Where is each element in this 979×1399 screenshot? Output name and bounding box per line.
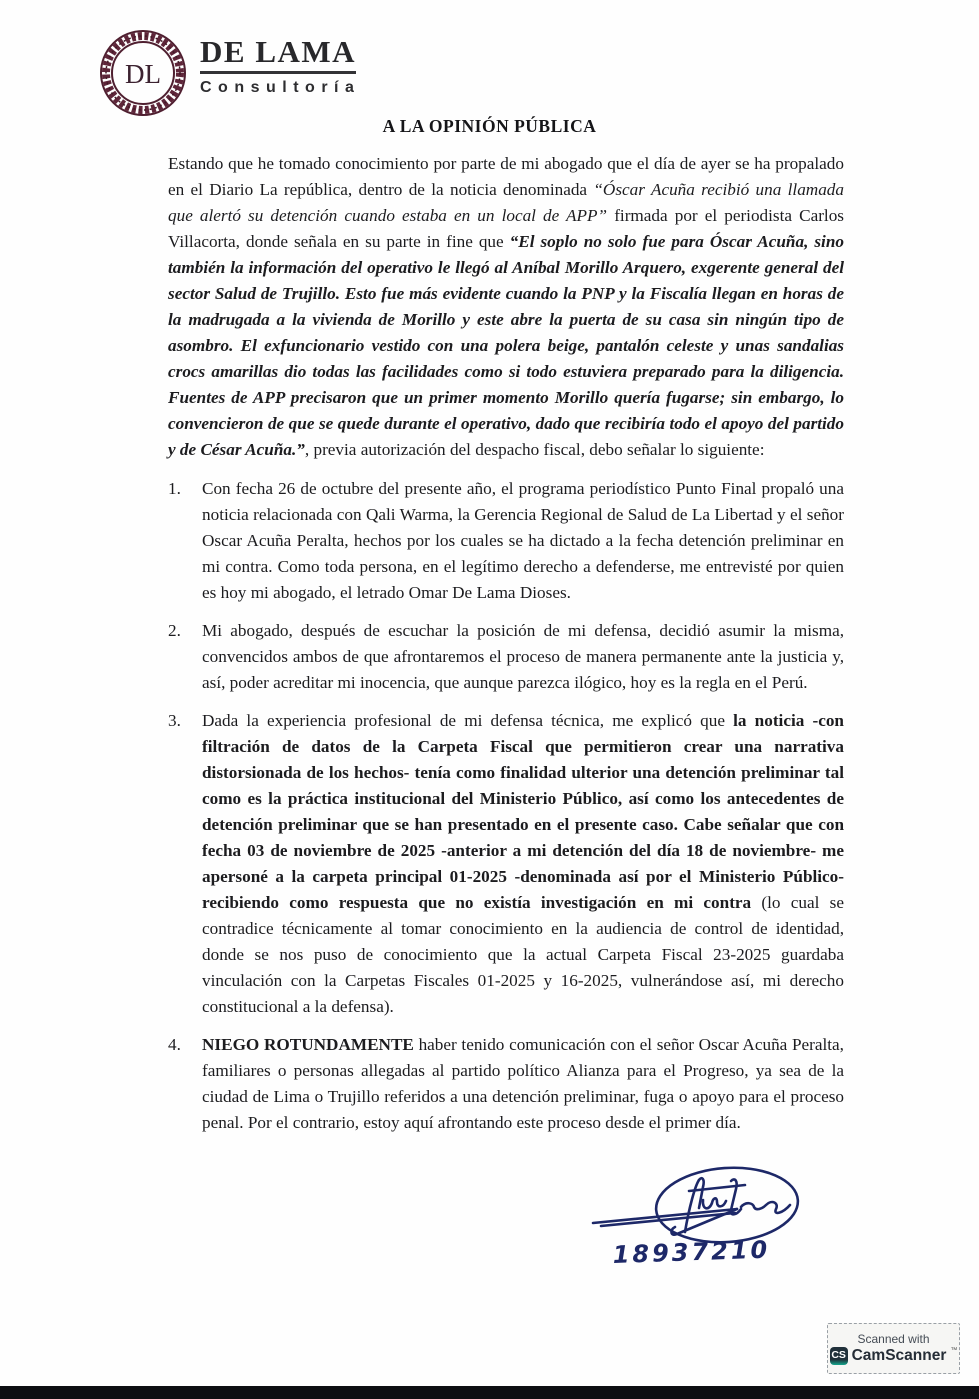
- text-segment: NIEGO ROTUNDAMENTE: [202, 1035, 414, 1054]
- trademark-mark: ™: [950, 1347, 958, 1354]
- text-segment: (lo cual se contradice técnicamente al tomar conocimiento en la audiencia de control de identidad, donde se nos puso de conocimiento que la actual Carpeta Fiscal 23-2025 guardaba vinculación con la Carpetas Fiscales 01-2025 y 16-2025, vulnerándose así, mi derecho constitucional a la defensa).: [202, 893, 844, 1016]
- text-segment: la noticia -con filtración de datos de la Carpeta Fiscal que permitieron crear una narrativa distorsionada de los hechos- tenía como finalidad ulterior una detención preliminar tal como es la práctica institucional del Ministerio Público, así como los antecedentes de detención preliminar que se han presentado en el presente caso. Cabe señalar que con fecha 03 de noviembre de 2025 -anterior a mi detención del día 18 de noviembre- me apersoné a la carpeta principal 01-2025 -denominada así por el Ministerio Público- recibiendo como respuesta que no existía investigación en mi contra: [202, 711, 844, 912]
- document-title: A LA OPINIÓN PÚBLICA: [382, 116, 597, 136]
- letterhead: [98, 28, 360, 118]
- logo-text: [200, 36, 360, 97]
- text-segment: , previa autorización del despacho fiscal, debo señalar lo siguiente:: [304, 440, 765, 459]
- logo-subtitle: Consultoría: [200, 78, 361, 96]
- camscanner-badge: [827, 1323, 960, 1374]
- item-text: [202, 618, 844, 696]
- bottom-black-bar: [0, 1386, 979, 1399]
- statement-item-4: [168, 1032, 844, 1136]
- camscanner-brand-name: CamScanner: [851, 1346, 947, 1364]
- signature-number: 18937210: [612, 1235, 771, 1269]
- item-number: 4.: [168, 1035, 181, 1054]
- logo-monogram: DL: [125, 59, 161, 89]
- statement-item-2: [168, 618, 844, 696]
- text-segment: Con fecha 26 de octubre del presente año, el programa periodístico Punto Final propaló una noticia relacionada con Qali Warma, la Gerencia Regional de Salud de La Libertad y el señor Oscar Acuña Peralta, hechos por los cuales se ha dictado a la fecha detención preliminar en mi contra. Como toda persona, en el legítimo derecho a defenderse, me entrevisté por quien es hoy mi abogado, el letrado Omar De Lama Dioses.: [202, 479, 844, 602]
- item-text: [202, 1032, 844, 1136]
- logo-company-name: DE LAMA: [200, 36, 356, 74]
- signature-strokes: [593, 1163, 800, 1247]
- text-segment: “Óscar Acuña recibió una llamada que alertó su detención cuando estaba en un local de APP”: [168, 180, 844, 225]
- item-number: 3.: [168, 711, 181, 730]
- scanned-with-label: Scanned with: [857, 1331, 930, 1346]
- statement-list: [168, 476, 844, 1136]
- item-text: [202, 476, 844, 606]
- text-segment: “El soplo no solo fue para Óscar Acuña, sino también la información del operativo le llegó al Aníbal Morillo Arquero, exgerente general del sector Salud de Trujillo. Esto fue más evidente cuando la PNP y la Fiscalía llegan en horas de la madrugada a la vivienda de Morillo y este abre la puerta de su casa sin ningún tipo de asombro. El exfuncionario vestido con una polera beige, pantalón celeste y unas sandalias crocs amarillas dio todas las facilidades como si todo estuviera preparado para la diligencia. Fuentes de APP precisaron que un primer momento Morillo quería fugarse; sin embargo, lo convencieron de que se quede durante el operativo, dado que recibiría todo el apoyo del partido y de César Acuña.”: [168, 232, 844, 459]
- text-segment: Dada la experiencia profesional de mi defensa técnica, me explicó que: [202, 711, 734, 730]
- text-segment: Mi abogado, después de escuchar la posición de mi defensa, decidió asumir la misma, convencidos ambos de que afrontaremos el proceso de manera permanente ante la justicia y, así, poder acreditar mi inocencia, que aunque parezca ilógico, hoy es la regla en el Perú.: [202, 621, 844, 692]
- item-number: 2.: [168, 621, 181, 640]
- item-text: [202, 708, 844, 1020]
- handwritten-signature: [585, 1160, 820, 1280]
- intro-paragraph: [168, 151, 844, 463]
- text-segment: Estando que he tomado conocimiento por parte de mi abogado que el día de ayer se ha propalado en el Diario La república, dentro de la noticia denominada: [168, 154, 844, 199]
- text-segment: haber tenido comunicación con el señor Oscar Acuña Peralta, familiares o personas allegadas al partido político Alianza para el Progreso, ya sea de la ciudad de Lima o Trujillo referidos a una detención preliminar, fuga o apoyo para el proceso penal. Por el contrario, estoy aquí afrontando este proceso desde el primer día.: [202, 1035, 844, 1132]
- camscanner-brand-row: [830, 1347, 958, 1365]
- de-lama-logo-icon: [98, 28, 188, 118]
- item-number: 1.: [168, 479, 181, 498]
- statement-item-3: [168, 708, 844, 1020]
- text-segment: firmada por el periodista Carlos Villacorta, donde señala en su parte in fine que: [168, 206, 844, 251]
- statement-item-1: [168, 476, 844, 606]
- camscanner-logo-icon: CS: [830, 1347, 848, 1365]
- document-body: [168, 151, 844, 1148]
